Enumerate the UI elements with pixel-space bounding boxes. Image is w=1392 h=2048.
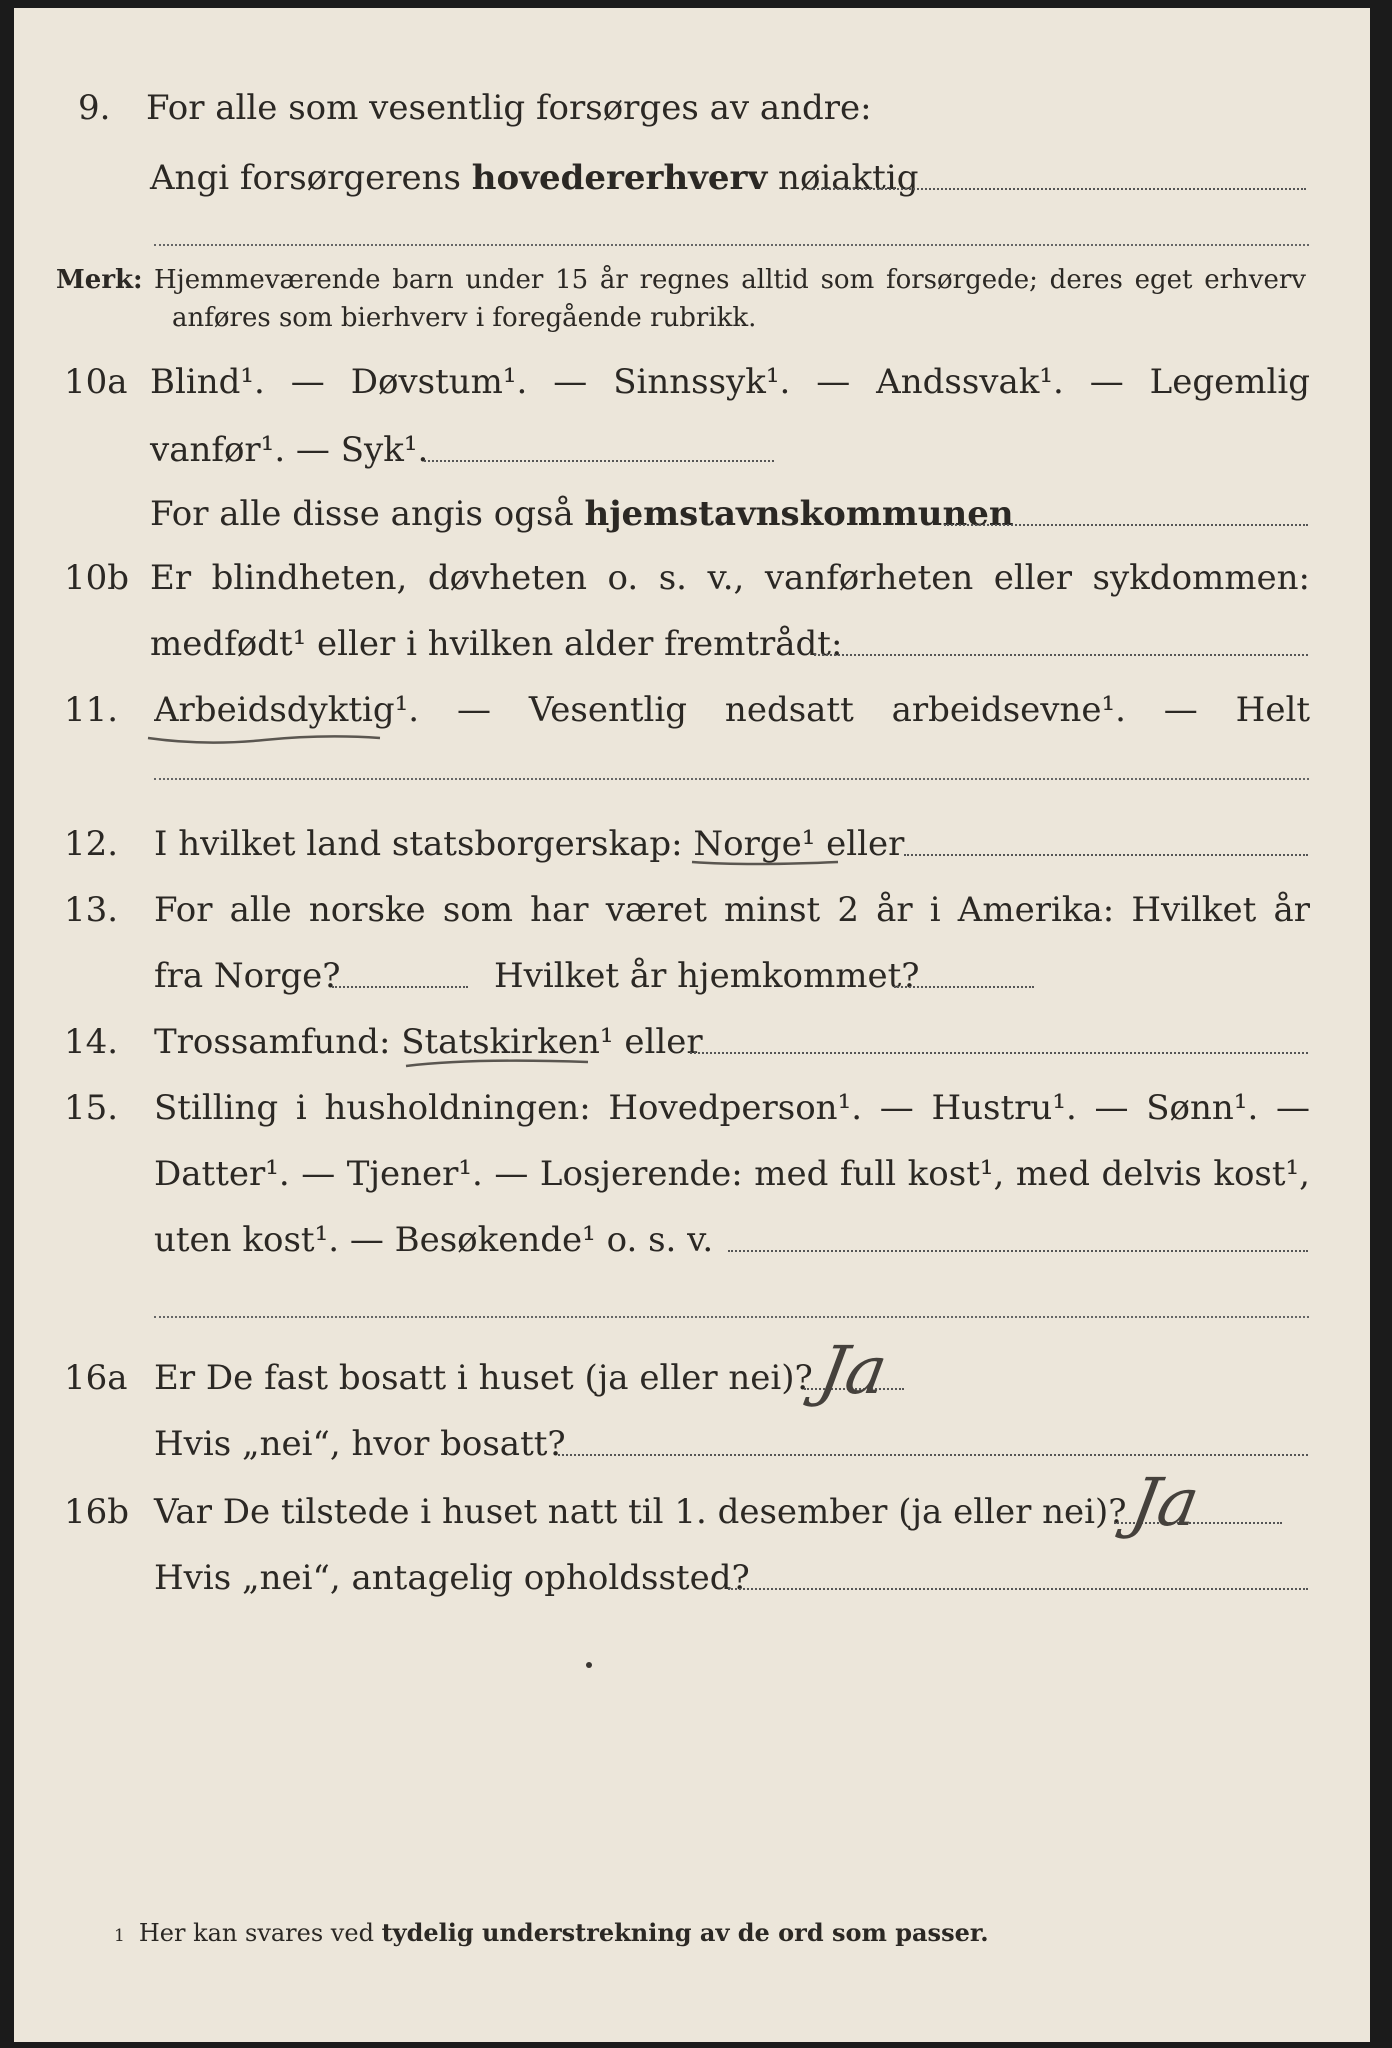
item-9-line-2 — [14, 154, 1370, 202]
item-text: fra Norge? — [154, 956, 341, 996]
footnote-bold-text: tydelig understrekning av de ord som passer. — [381, 1918, 989, 1947]
item-number: 12. — [64, 824, 119, 864]
item-number: 13. — [64, 890, 119, 930]
footnote — [114, 1918, 989, 1947]
census-form-page — [14, 8, 1370, 2042]
footnote-text: Her kan svares ved — [138, 1919, 382, 1947]
item-16a-line-1 — [14, 1354, 1370, 1402]
item-10b-line-1 — [14, 554, 1370, 602]
item-text: For alle som vesentlig forsørges av andre: — [146, 88, 872, 128]
separator-line — [154, 778, 1309, 780]
item-number: 15. — [64, 1088, 119, 1128]
answer-line[interactable] — [810, 188, 1306, 190]
item-10b-line-2 — [14, 620, 1370, 668]
bold-term: hovedererhverv — [471, 158, 768, 198]
separator-line — [154, 1316, 1309, 1318]
answer-line[interactable] — [424, 460, 774, 462]
item-number: 9. — [78, 88, 111, 128]
item-text: Angi forsørgerens hovedererhverv nøiaktig — [150, 158, 919, 198]
item-text: Stilling i husholdningen: Hovedperson¹. — Hustru¹. — Sønn¹. — — [154, 1088, 1310, 1128]
item-13-line-2 — [14, 952, 1370, 1000]
item-number: 10a — [64, 362, 128, 402]
item-10a-line-1 — [14, 358, 1370, 406]
item-9-line-1 — [14, 84, 1370, 132]
separator-line — [154, 244, 1309, 246]
answer-line[interactable] — [904, 854, 1308, 856]
item-text: For alle norske som har været minst 2 år i Amerika: Hvilket år — [154, 890, 1310, 930]
item-text: medfødt¹ eller i hvilken alder fremtrådt: — [150, 624, 843, 664]
merk-text-2: anføres som bierhverv i foregående rubrikk. — [172, 303, 757, 333]
item-number: 10b — [64, 558, 130, 598]
pencil-underline — [688, 854, 848, 870]
item-13-line-1 — [14, 886, 1370, 934]
answer-line[interactable] — [690, 1052, 1308, 1054]
item-14-line-1 — [14, 1018, 1370, 1066]
answer-line[interactable] — [332, 986, 468, 988]
answer-line[interactable] — [944, 524, 1308, 526]
item-text: Er De fast bosatt i huset (ja eller nei)? — [154, 1358, 813, 1398]
answer-line[interactable] — [814, 654, 1308, 656]
item-15-line-1 — [14, 1084, 1370, 1132]
item-text: Hvis „nei“, antagelig opholdssted? — [154, 1558, 750, 1598]
item-number: 16a — [64, 1358, 128, 1398]
item-text: uten kost¹. — Besøkende¹ o. s. v. — [154, 1220, 714, 1260]
item-text: Er blindheten, døvheten o. s. v., vanførheten eller sykdommen: — [150, 558, 1310, 598]
merk-text-1: Hjemmeværende barn under 15 år regnes alltid som forsørgede; deres eget erhverv — [154, 265, 1306, 295]
merk-label: Merk: — [56, 265, 143, 295]
handwritten-answer-16b: Ja — [1125, 1464, 1205, 1541]
ink-spot — [586, 1662, 592, 1668]
item-text: Arbeidsdyktig¹. — Vesentlig nedsatt arbeidsevne¹. — Helt — [154, 690, 1310, 730]
item-15-line-2 — [14, 1150, 1370, 1198]
item-text: vanfør¹. — Syk¹. — [150, 430, 429, 470]
item-15-line-3 — [14, 1216, 1370, 1264]
item-number: 11. — [64, 690, 119, 730]
item-text: For alle disse angis også hjemstavnskommunen — [150, 494, 1014, 534]
answer-line[interactable] — [728, 1588, 1308, 1590]
footnote-mark: 1 — [114, 1926, 125, 1946]
item-text: Hvilket år hjemkommet? — [494, 956, 920, 996]
item-text: Trossamfund: Statskirken¹ eller — [154, 1022, 703, 1062]
item-16a-line-2 — [14, 1420, 1370, 1468]
item-text: Var De tilstede i huset natt til 1. desember (ja eller nei)? — [154, 1492, 1127, 1532]
pencil-underline — [402, 1054, 592, 1074]
item-text: Blind¹. — Døvstum¹. — Sinnssyk¹. — Andssvak¹. — Legemlig — [150, 362, 1310, 402]
merk-note — [14, 262, 1370, 342]
item-text: I hvilket land statsborgerskap: Norge¹ eller — [154, 824, 905, 864]
item-10a-line-2 — [14, 426, 1370, 474]
handwritten-answer-16a: Ja — [813, 1332, 893, 1409]
item-number: 16b — [64, 1492, 130, 1532]
bold-term: hjemstavnskommunen — [584, 494, 1014, 534]
item-text: Hvis „nei“, hvor bosatt? — [154, 1424, 566, 1464]
item-16b-line-2 — [14, 1554, 1370, 1602]
answer-line[interactable] — [728, 1250, 1308, 1252]
pencil-underline — [144, 724, 384, 748]
item-text: Datter¹. — Tjener¹. — Losjerende: med full kost¹, med delvis kost¹, — [154, 1154, 1310, 1194]
answer-line[interactable] — [558, 1454, 1308, 1456]
answer-line[interactable] — [894, 986, 1034, 988]
item-number: 14. — [64, 1022, 119, 1062]
item-10a-line-3 — [14, 490, 1370, 538]
